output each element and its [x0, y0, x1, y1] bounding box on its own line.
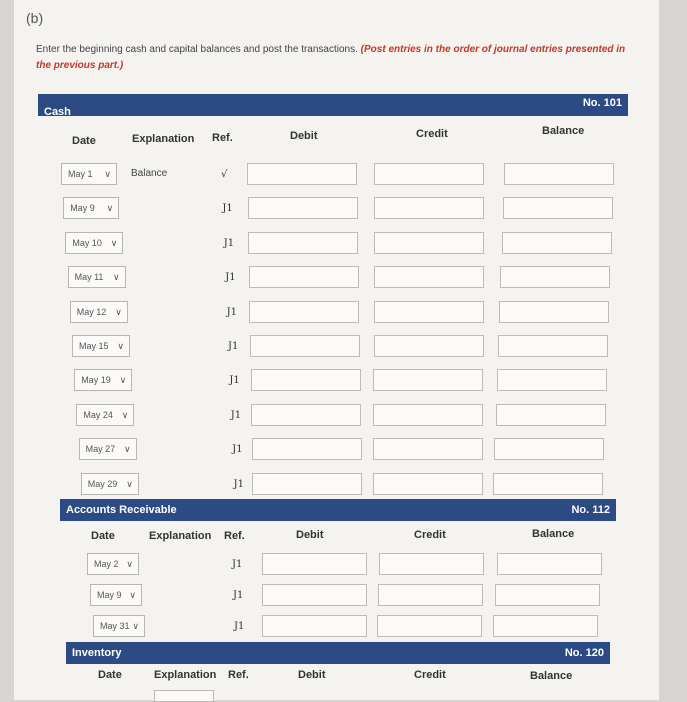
balance-input[interactable]	[503, 197, 613, 219]
chevron-down-icon: ∨	[106, 203, 114, 214]
posting-reference: J1	[233, 478, 244, 490]
debit-input[interactable]	[248, 197, 358, 219]
debit-input[interactable]	[251, 369, 361, 391]
explanation-text[interactable]: Balance	[131, 168, 168, 179]
date-select[interactable]	[76, 404, 134, 426]
credit-input[interactable]	[373, 369, 483, 391]
chevron-down-icon: ∨	[121, 409, 129, 420]
col-balance: Balance	[532, 528, 575, 540]
account-title: Cash	[44, 106, 71, 118]
date-select[interactable]	[68, 266, 126, 288]
chevron-down-icon: ∨	[129, 590, 136, 600]
debit-input[interactable]	[252, 438, 362, 460]
ledger-page	[14, 0, 659, 700]
balance-input[interactable]	[495, 584, 600, 606]
chevron-down-icon: ∨	[124, 444, 131, 455]
col-debit: Debit	[298, 669, 326, 681]
posting-reference: J1	[232, 559, 243, 570]
part-label: (b)	[26, 10, 44, 26]
debit-input[interactable]	[262, 615, 367, 637]
col-debit: Debit	[296, 529, 324, 541]
credit-input[interactable]	[374, 163, 484, 185]
chevron-down-icon: ∨	[104, 169, 111, 179]
col-credit: Credit	[414, 669, 446, 681]
date-value: May 29	[87, 478, 118, 489]
date-select[interactable]	[90, 584, 142, 606]
date-select[interactable]	[65, 232, 123, 254]
date-value: May 27	[85, 444, 116, 455]
posting-reference: J1	[233, 590, 244, 601]
chevron-down-icon: ∨	[119, 375, 127, 386]
debit-input[interactable]	[249, 266, 359, 288]
posting-reference: J1	[223, 237, 235, 249]
credit-input[interactable]	[374, 232, 484, 254]
chevron-down-icon: ∨	[132, 621, 139, 631]
col-explanation: Explanation	[154, 669, 217, 681]
balance-input[interactable]	[498, 335, 608, 357]
account-number: No. 101	[582, 97, 622, 109]
posting-reference: J1	[226, 306, 237, 318]
account-title: Accounts Receivable	[66, 504, 177, 516]
credit-input[interactable]	[374, 197, 484, 219]
chevron-down-icon: ∨	[115, 306, 122, 317]
col-explanation: Explanation	[149, 530, 212, 542]
balance-input[interactable]	[497, 369, 607, 391]
date-select[interactable]	[87, 553, 139, 575]
debit-input[interactable]	[250, 335, 360, 357]
date-select[interactable]	[61, 163, 117, 185]
col-explanation: Explanation	[132, 133, 195, 145]
col-balance: Balance	[542, 125, 585, 137]
debit-input[interactable]	[262, 553, 367, 575]
credit-input[interactable]	[373, 438, 483, 460]
col-credit: Credit	[416, 128, 448, 140]
date-select[interactable]	[79, 438, 137, 460]
date-value: May 11	[74, 272, 104, 283]
posting-reference: J1	[230, 409, 242, 421]
date-select[interactable]	[81, 473, 139, 495]
cash-account-header	[38, 94, 628, 116]
posting-reference: J1	[225, 272, 236, 284]
credit-input[interactable]	[377, 615, 482, 637]
date-select[interactable]	[72, 335, 130, 357]
posting-reference: √	[221, 169, 228, 180]
credit-input[interactable]	[374, 335, 484, 357]
date-value: May 24	[83, 409, 113, 420]
balance-input[interactable]	[504, 163, 614, 185]
date-value: May 12	[76, 306, 107, 317]
inventory-account-header	[66, 642, 610, 664]
balance-input[interactable]	[494, 438, 604, 460]
credit-input[interactable]	[379, 553, 484, 575]
col-date: Date	[91, 530, 115, 542]
debit-input[interactable]	[252, 473, 362, 495]
instructions-emphasis: (Post entries in the order of journal entries presented in the previous part.)	[36, 44, 626, 71]
date-value: May 9	[70, 203, 95, 214]
balance-input[interactable]	[499, 301, 609, 323]
col-balance: Balance	[530, 670, 573, 682]
balance-input[interactable]	[493, 473, 603, 495]
debit-input[interactable]	[249, 301, 359, 323]
col-date: Date	[72, 135, 96, 147]
date-value: May 19	[81, 375, 111, 386]
date-select[interactable]	[63, 197, 119, 219]
instructions	[36, 42, 636, 74]
balance-input[interactable]	[502, 232, 612, 254]
credit-input[interactable]	[373, 473, 483, 495]
date-select[interactable]	[74, 369, 132, 391]
posting-reference: J1	[232, 444, 243, 456]
date-value: May 10	[72, 237, 102, 248]
chevron-down-icon: ∨	[126, 559, 133, 569]
date-value: May 15	[79, 341, 109, 351]
balance-input[interactable]	[500, 266, 610, 288]
balance-input[interactable]	[493, 615, 598, 637]
col-ref: Ref.	[224, 530, 245, 542]
posting-reference: J1	[222, 203, 233, 215]
ar-account-header	[60, 499, 616, 521]
date-select[interactable]	[70, 301, 128, 323]
instructions-text: Enter the beginning cash and capital balances and post the transactions.	[36, 44, 358, 55]
col-ref: Ref.	[228, 669, 249, 681]
col-credit: Credit	[414, 529, 446, 541]
posting-reference: J1	[229, 375, 240, 387]
debit-input[interactable]	[251, 404, 361, 426]
date-value: May 9	[97, 590, 122, 600]
balance-input[interactable]	[497, 553, 602, 575]
debit-input[interactable]	[262, 584, 367, 606]
credit-input[interactable]	[378, 584, 483, 606]
date-value: May 2	[94, 559, 119, 569]
account-number: No. 120	[564, 647, 604, 659]
chevron-down-icon: ∨	[126, 478, 133, 489]
debit-input[interactable]	[248, 232, 358, 254]
account-number: No. 112	[571, 504, 610, 516]
col-debit: Debit	[290, 130, 318, 142]
credit-input[interactable]	[374, 266, 484, 288]
chevron-down-icon: ∨	[110, 237, 118, 248]
chevron-down-icon: ∨	[113, 272, 120, 283]
posting-reference: J1	[234, 621, 245, 632]
col-ref: Ref.	[212, 132, 233, 144]
balance-input[interactable]	[496, 404, 606, 426]
credit-input[interactable]	[374, 301, 484, 323]
credit-input[interactable]	[373, 404, 483, 426]
date-value: May 31	[100, 621, 130, 631]
inventory-first-row-input[interactable]	[154, 690, 214, 702]
date-value: May 1	[68, 169, 93, 179]
chevron-down-icon: ∨	[117, 341, 124, 351]
account-title: Inventory	[72, 647, 122, 659]
debit-input[interactable]	[247, 163, 357, 185]
col-date: Date	[98, 669, 122, 681]
posting-reference: J1	[228, 341, 239, 352]
date-select[interactable]	[93, 615, 145, 637]
